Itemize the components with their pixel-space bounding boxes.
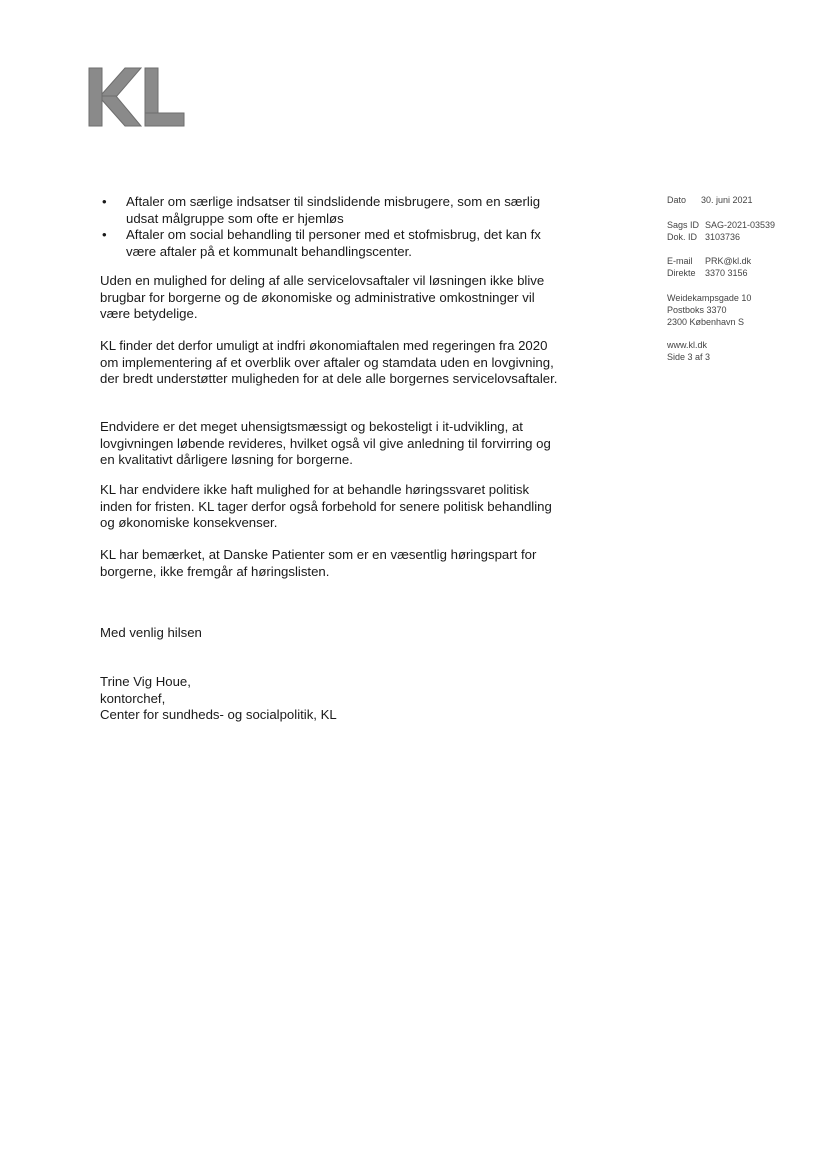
signature-title: kontorchef, (100, 690, 166, 706)
bullet-text: Aftaler om social behandling til personer med et stofmisbrug, det kan fx være aftaler på et kommunalt behandlingscenter. (126, 227, 541, 259)
bullet-item (100, 194, 570, 227)
date-label: Dato (667, 195, 687, 205)
date-value: 30. juni 2021 (701, 195, 753, 205)
sidebar-contact (667, 255, 751, 279)
bullet-text: Aftaler om særlige indsatser til sindslidende misbrugere, som en særlig udsat målgruppe som ofte er hjemløs (126, 194, 541, 226)
address-line: Weidekampsgade 10 (667, 293, 752, 303)
signature (100, 674, 560, 724)
direkte-value: 3370 3156 (705, 268, 748, 278)
web-link[interactable]: www.kl.dk (667, 340, 708, 350)
direkte-label: Direkte (667, 268, 696, 278)
sidebar-date (667, 194, 753, 206)
paragraph: Endvidere er det meget uhensigtsmæssigt og bekosteligt i it-udvikling, at lovgivningen løbende revideres, hvilket også vil give anledning til forvirring og en kvalitativt dårligere løsning for borgerne. (100, 419, 551, 467)
paragraph: Uden en mulighed for deling af alle servicelovsaftaler vil løsningen ikke blive brugbar for borgerne og de økonomiske og administrative omkostninger vil være betydelige. (100, 273, 545, 321)
signature-name: Trine Vig Houe, (100, 674, 191, 689)
bullet-dot: • (102, 227, 107, 242)
page-number: Side 3 af 3 (667, 352, 711, 362)
address-line: 2300 København S (667, 317, 745, 327)
sags-value: SAG-2021-03539 (705, 220, 776, 230)
sidebar-footer (667, 339, 710, 363)
address-line: Postboks 3370 (667, 305, 727, 315)
paragraph: KL har bemærket, at Danske Patienter som er en væsentlig høringspart for borgerne, ikke fremgår af høringslisten. (100, 547, 537, 579)
signature-department: Center for sundheds- og socialpolitik, KL (100, 707, 337, 722)
sidebar-address (667, 292, 751, 328)
closing: Med venlig hilsen (100, 625, 202, 640)
bullet-dot: • (102, 194, 107, 209)
paragraph: KL finder det derfor umuligt at indfri økonomiaftalen med regeringen fra 2020 om implementering af et overblik over aftaler og stamdata uden en lovgivning, der bredt understøtter muligheden for at dele alle borgernes servicelovsaftaler. (100, 338, 558, 386)
email-label: E-mail (667, 256, 693, 266)
sags-label: Sags ID (667, 220, 700, 230)
bullet-list (100, 194, 570, 260)
dok-value: 3103736 (705, 232, 741, 242)
paragraph: KL har endvidere ikke haft mulighed for at behandle høringssvaret politisk inden for fristen. KL tager derfor også forbehold for senere politisk behandling og økonomiske konsekvenser. (100, 482, 552, 530)
sidebar-ids (667, 219, 775, 243)
bullet-item (100, 227, 570, 260)
kl-logo (87, 66, 187, 128)
email-value[interactable]: PRK@kl.dk (705, 256, 752, 266)
dok-label: Dok. ID (667, 232, 698, 242)
